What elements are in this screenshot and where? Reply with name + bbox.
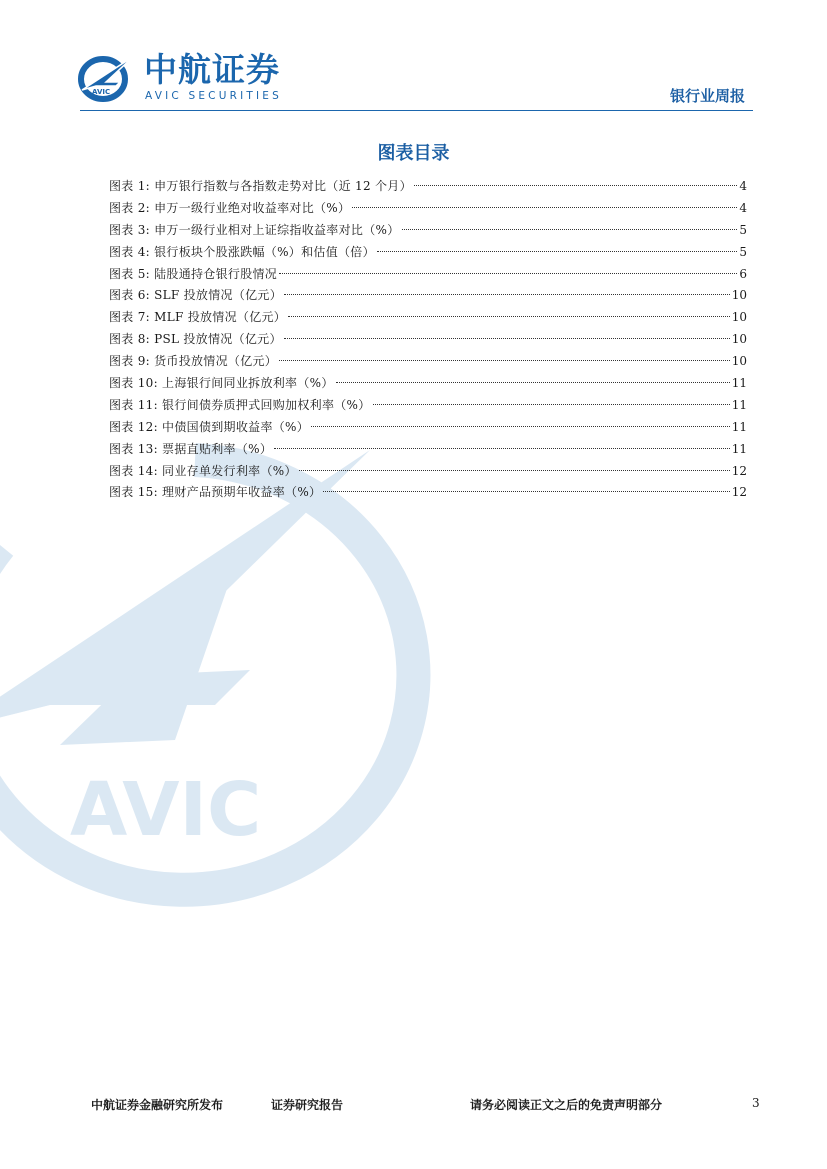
- toc-entry-page[interactable]: 6: [739, 266, 747, 281]
- toc-leader-dots: [279, 273, 737, 274]
- toc-entry-page[interactable]: 10: [731, 332, 747, 347]
- toc-entry-page[interactable]: 10: [731, 354, 747, 369]
- toc-leader-dots: [402, 229, 738, 230]
- toc-leader-dots: [288, 316, 730, 317]
- toc-title: 图表目录: [377, 143, 450, 164]
- toc-entry[interactable]: [109, 417, 747, 439]
- toc-entry-label[interactable]: 图表 10: 上海银行间同业拆放利率（%）: [109, 376, 334, 391]
- toc-entry-label[interactable]: 图表 4: 银行板块个股涨跌幅（%）和估值（倍）: [109, 244, 375, 259]
- toc-entry-page[interactable]: 10: [731, 288, 747, 303]
- brand-name-cn: 中航证券: [144, 50, 280, 89]
- toc-entry[interactable]: [109, 482, 747, 504]
- svg-text:AVIC: AVIC: [92, 88, 111, 96]
- avic-logo-icon: [76, 52, 136, 102]
- toc-entry[interactable]: [109, 285, 747, 307]
- toc-entry-page[interactable]: 11: [731, 376, 747, 391]
- toc-leader-dots: [311, 426, 730, 427]
- toc-entry-page[interactable]: 12: [731, 485, 747, 500]
- toc-entry[interactable]: [109, 373, 747, 395]
- toc-entry-page[interactable]: 5: [739, 244, 747, 259]
- toc-leader-dots: [414, 185, 737, 186]
- svg-text:AVIC: AVIC: [70, 767, 262, 853]
- toc-entry-label[interactable]: 图表 3: 申万一级行业相对上证综指收益率对比（%）: [109, 222, 400, 237]
- toc-entry-label[interactable]: 图表 5: 陆股通持仓银行股情况: [109, 266, 278, 281]
- toc-entry-label[interactable]: 图表 12: 中债国债到期收益率（%）: [109, 419, 310, 434]
- report-type-title: 银行业周报: [669, 87, 745, 105]
- toc-entry[interactable]: [109, 439, 747, 461]
- toc-entry-label[interactable]: 图表 6: SLF 投放情况（亿元）: [109, 288, 283, 303]
- toc-leader-dots: [352, 207, 737, 208]
- toc-leader-dots: [373, 404, 730, 405]
- footer-doc-type: 证券研究报告: [271, 1098, 344, 1112]
- toc-entry[interactable]: [109, 220, 747, 242]
- toc-leader-dots: [284, 294, 730, 295]
- toc-entry-page[interactable]: 4: [739, 200, 747, 215]
- toc-entry-label[interactable]: 图表 2: 申万一级行业绝对收益率对比（%）: [109, 200, 351, 215]
- toc-entry-page[interactable]: 12: [731, 463, 747, 478]
- header-divider: [80, 110, 753, 111]
- toc-entry-page[interactable]: 11: [731, 441, 747, 456]
- toc-entry-page[interactable]: 11: [731, 419, 747, 434]
- toc-entry[interactable]: [109, 307, 747, 329]
- toc-entry[interactable]: [109, 351, 747, 373]
- toc-leader-dots: [299, 470, 730, 471]
- toc-leader-dots: [323, 491, 729, 492]
- toc-entry-label[interactable]: 图表 1: 申万银行指数与各指数走势对比（近 12 个月）: [109, 179, 412, 193]
- toc-leader-dots: [279, 360, 730, 361]
- footer-publisher: 中航证券金融研究所发布: [91, 1098, 224, 1112]
- page-number: 3: [752, 1096, 760, 1110]
- page-header: [0, 0, 827, 115]
- toc-entry-label[interactable]: 图表 8: PSL 投放情况（亿元）: [109, 332, 282, 347]
- toc-entry-label[interactable]: 图表 15: 理财产品预期年收益率（%）: [109, 485, 322, 500]
- toc-leader-dots: [274, 448, 730, 449]
- toc-leader-dots: [284, 338, 730, 339]
- toc-entry-label[interactable]: 图表 7: MLF 投放情况（亿元）: [109, 310, 287, 325]
- toc-entry-page[interactable]: 10: [731, 310, 747, 325]
- toc-leader-dots: [377, 251, 737, 252]
- toc-entry[interactable]: [109, 176, 747, 198]
- toc-entry-label[interactable]: 图表 13: 票据直贴利率（%）: [109, 441, 273, 456]
- toc-entry[interactable]: [109, 242, 747, 264]
- toc-entry-page[interactable]: 5: [739, 222, 747, 237]
- toc-entry-page[interactable]: 11: [731, 397, 747, 412]
- toc-entry-label[interactable]: 图表 9: 货币投放情况（亿元）: [109, 354, 278, 369]
- toc-list: [109, 176, 747, 504]
- toc-entry[interactable]: [109, 264, 747, 286]
- toc-leader-dots: [336, 382, 730, 383]
- toc-entry-label[interactable]: 图表 11: 银行间债券质押式回购加权利率（%）: [109, 397, 371, 412]
- toc-entry[interactable]: [109, 198, 747, 220]
- toc-entry-label[interactable]: 图表 14: 同业存单发行利率（%）: [109, 463, 297, 478]
- footer-disclaimer: 请务必阅读正文之后的免责声明部分: [470, 1098, 663, 1112]
- avic-watermark-icon: [0, 440, 500, 910]
- brand-name-en: AVIC SECURITIES: [145, 90, 282, 102]
- toc-entry[interactable]: [109, 461, 747, 483]
- toc-entry[interactable]: [109, 395, 747, 417]
- toc-entry[interactable]: [109, 329, 747, 351]
- toc-entry-page[interactable]: 4: [739, 179, 747, 193]
